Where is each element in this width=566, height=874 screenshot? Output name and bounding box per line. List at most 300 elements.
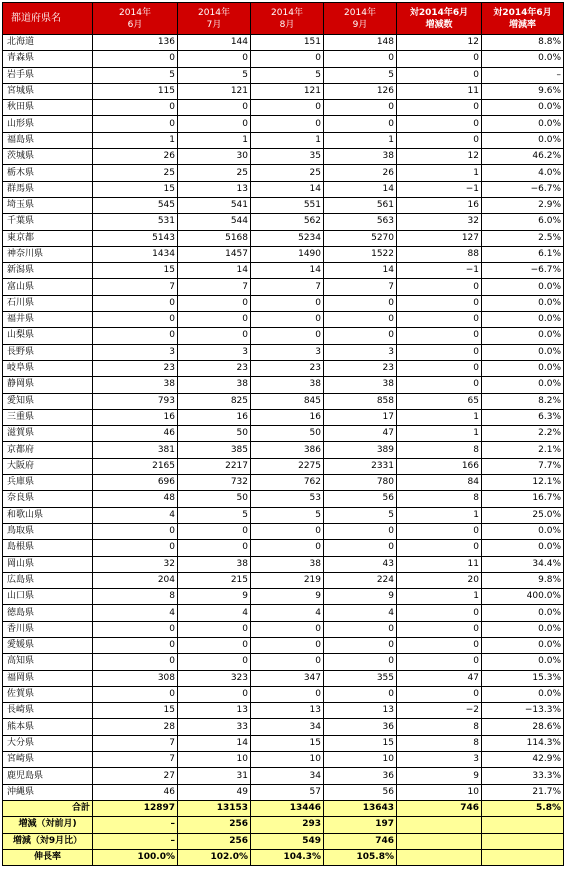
prefecture-name: 島根県: [3, 540, 93, 556]
rate-value: 15.3%: [482, 670, 564, 686]
prefecture-name: 和歌山県: [3, 507, 93, 523]
month-value: 389: [324, 442, 397, 458]
prefecture-name: 奈良県: [3, 491, 93, 507]
month-value: 5168: [178, 230, 251, 246]
month-value: 7: [251, 279, 324, 295]
month-value: 7: [93, 279, 178, 295]
prefecture-name: 大阪府: [3, 458, 93, 474]
diff-value: 10: [397, 784, 482, 800]
month-value: 1434: [93, 246, 178, 262]
header-month-2: [178, 3, 251, 35]
month-value: 2217: [178, 458, 251, 474]
prefecture-name: 徳島県: [3, 605, 93, 621]
month-value: 10: [251, 752, 324, 768]
month-value: 1: [93, 132, 178, 148]
month-value: 4: [251, 605, 324, 621]
month-value: 0: [251, 523, 324, 539]
month-value: 53: [251, 491, 324, 507]
month-value: 0: [251, 540, 324, 556]
diff-value: 12: [397, 35, 482, 51]
table-row: [3, 735, 564, 751]
diff-value: 0: [397, 312, 482, 328]
rate-value: 0.0%: [482, 344, 564, 360]
diff-value: 47: [397, 670, 482, 686]
month-value: 5: [178, 507, 251, 523]
month-value: 16: [178, 409, 251, 425]
month-value: 13: [178, 703, 251, 719]
month-value: 1: [324, 132, 397, 148]
month-value: 224: [324, 572, 397, 588]
month-value: 0: [251, 328, 324, 344]
month-value: 32: [93, 556, 178, 572]
month-value: 4: [93, 605, 178, 621]
month-value: 5: [251, 507, 324, 523]
table-row: [3, 572, 564, 588]
summary-rate: [482, 817, 564, 833]
rate-value: 400.0%: [482, 589, 564, 605]
header-diff: [397, 3, 482, 35]
summary-diff: [397, 817, 482, 833]
month-value: 0: [324, 523, 397, 539]
month-value: 793: [93, 393, 178, 409]
rate-value: 114.3%: [482, 735, 564, 751]
month-value: 15: [93, 263, 178, 279]
rate-value: 0.0%: [482, 100, 564, 116]
prefecture-name: 熊本県: [3, 719, 93, 735]
prefecture-name: 愛知県: [3, 393, 93, 409]
month-value: 43: [324, 556, 397, 572]
prefecture-name: 北海道: [3, 35, 93, 51]
diff-value: 11: [397, 83, 482, 99]
header-year: 2014年: [344, 7, 376, 18]
month-value: 7: [93, 752, 178, 768]
month-value: 151: [251, 35, 324, 51]
summary-label: 合計: [3, 800, 93, 816]
month-value: 0: [324, 328, 397, 344]
month-value: 7: [93, 735, 178, 751]
diff-value: 9: [397, 768, 482, 784]
month-value: 46: [93, 426, 178, 442]
prefecture-name: 山梨県: [3, 328, 93, 344]
month-value: 0: [324, 637, 397, 653]
month-value: 25: [178, 165, 251, 181]
month-value: 126: [324, 83, 397, 99]
month-value: 56: [324, 784, 397, 800]
header-month: 8月: [279, 19, 295, 30]
table-row: [3, 491, 564, 507]
month-value: 14: [178, 263, 251, 279]
month-value: 38: [178, 377, 251, 393]
rate-value: 16.7%: [482, 491, 564, 507]
month-value: 38: [93, 377, 178, 393]
month-value: 4: [93, 507, 178, 523]
month-value: 0: [178, 100, 251, 116]
month-value: 0: [178, 621, 251, 637]
month-value: 36: [324, 719, 397, 735]
month-value: 38: [324, 377, 397, 393]
summary-value: 13643: [324, 800, 397, 816]
month-value: 38: [251, 556, 324, 572]
month-value: 23: [251, 360, 324, 376]
table-row: [3, 116, 564, 132]
rate-value: 0.0%: [482, 132, 564, 148]
rate-value: 0.0%: [482, 686, 564, 702]
prefecture-name: 新潟県: [3, 263, 93, 279]
prefecture-data-table: [2, 2, 564, 866]
diff-value: 1: [397, 426, 482, 442]
month-value: 5: [178, 67, 251, 83]
table-row: [3, 83, 564, 99]
rate-value: 21.7%: [482, 784, 564, 800]
month-value: 14: [251, 263, 324, 279]
month-value: 4: [324, 605, 397, 621]
rate-value: 9.8%: [482, 572, 564, 588]
rate-value: 0.0%: [482, 605, 564, 621]
summary-label: 増減（対9月比）: [3, 833, 93, 849]
header-month-4: [324, 3, 397, 35]
rate-value: 6.0%: [482, 214, 564, 230]
rate-value: 0.0%: [482, 654, 564, 670]
rate-value: −6.7%: [482, 181, 564, 197]
month-value: 13: [324, 703, 397, 719]
month-value: 0: [178, 51, 251, 67]
table-row: [3, 605, 564, 621]
month-value: 5: [324, 507, 397, 523]
prefecture-name: 鳥取県: [3, 523, 93, 539]
summary-value: 746: [324, 833, 397, 849]
month-value: 25: [93, 165, 178, 181]
summary-row: [3, 833, 564, 849]
diff-value: 0: [397, 377, 482, 393]
table-row: [3, 100, 564, 116]
prefecture-name: 長崎県: [3, 703, 93, 719]
month-value: 0: [178, 295, 251, 311]
month-value: 355: [324, 670, 397, 686]
rate-value: 4.0%: [482, 165, 564, 181]
header-month: 7月: [206, 19, 222, 30]
month-value: 0: [93, 523, 178, 539]
summary-value: 549: [251, 833, 324, 849]
diff-value: 0: [397, 328, 482, 344]
prefecture-name: 群馬県: [3, 181, 93, 197]
month-value: 215: [178, 572, 251, 588]
table-row: [3, 295, 564, 311]
rate-value: 7.7%: [482, 458, 564, 474]
month-value: 121: [251, 83, 324, 99]
prefecture-name: 宮城県: [3, 83, 93, 99]
diff-value: 8: [397, 442, 482, 458]
month-value: 0: [93, 621, 178, 637]
month-value: 50: [178, 426, 251, 442]
month-value: 36: [324, 768, 397, 784]
table-row: [3, 719, 564, 735]
month-value: 7: [324, 279, 397, 295]
month-value: 34: [251, 768, 324, 784]
month-value: 0: [178, 637, 251, 653]
summary-diff: [397, 849, 482, 865]
month-value: 3: [324, 344, 397, 360]
diff-value: 0: [397, 686, 482, 702]
month-value: 1490: [251, 246, 324, 262]
diff-value: 3: [397, 752, 482, 768]
prefecture-name: 埼玉県: [3, 197, 93, 213]
month-value: 825: [178, 393, 251, 409]
summary-value: 105.8%: [324, 849, 397, 865]
summary-label: 増減（対前月): [3, 817, 93, 833]
header-month: 6月: [127, 19, 143, 30]
month-value: 0: [324, 295, 397, 311]
diff-value: 0: [397, 654, 482, 670]
rate-value: 6.1%: [482, 246, 564, 262]
diff-value: 88: [397, 246, 482, 262]
month-value: 0: [93, 295, 178, 311]
table-row: [3, 377, 564, 393]
diff-value: 65: [397, 393, 482, 409]
month-value: 545: [93, 197, 178, 213]
month-value: 0: [251, 686, 324, 702]
month-value: 0: [178, 312, 251, 328]
diff-value: 11: [397, 556, 482, 572]
month-value: 531: [93, 214, 178, 230]
rate-value: 8.2%: [482, 393, 564, 409]
month-value: 1457: [178, 246, 251, 262]
month-value: 0: [93, 51, 178, 67]
month-value: 0: [93, 654, 178, 670]
prefecture-name: 長野県: [3, 344, 93, 360]
month-value: 10: [324, 752, 397, 768]
month-value: 4: [178, 605, 251, 621]
rate-value: –: [482, 67, 564, 83]
summary-label: 伸長率: [3, 849, 93, 865]
month-value: 323: [178, 670, 251, 686]
rate-value: 28.6%: [482, 719, 564, 735]
month-value: 0: [324, 621, 397, 637]
rate-value: 2.2%: [482, 426, 564, 442]
month-value: 5: [324, 67, 397, 83]
month-value: 14: [251, 181, 324, 197]
month-value: 13: [251, 703, 324, 719]
prefecture-name: 広島県: [3, 572, 93, 588]
rate-value: 2.5%: [482, 230, 564, 246]
month-value: 858: [324, 393, 397, 409]
table-row: [3, 507, 564, 523]
rate-value: 0.0%: [482, 295, 564, 311]
month-value: 3: [178, 344, 251, 360]
prefecture-name: 岡山県: [3, 556, 93, 572]
month-value: 3: [93, 344, 178, 360]
prefecture-name: 鹿児島県: [3, 768, 93, 784]
summary-row: [3, 800, 564, 816]
table-row: [3, 409, 564, 425]
month-value: 38: [251, 377, 324, 393]
header-rate-line2: 増減率: [508, 19, 536, 30]
header-rate-line1: 対2014年6月: [493, 7, 552, 18]
rate-value: 6.3%: [482, 409, 564, 425]
month-value: 26: [324, 165, 397, 181]
prefecture-name: 愛媛県: [3, 637, 93, 653]
month-value: 0: [93, 100, 178, 116]
diff-value: 0: [397, 116, 482, 132]
month-value: 121: [178, 83, 251, 99]
month-value: 48: [93, 491, 178, 507]
month-value: 10: [178, 752, 251, 768]
rate-value: 0.0%: [482, 377, 564, 393]
table-row: [3, 263, 564, 279]
diff-value: 16: [397, 197, 482, 213]
header-diff-line2: 増減数: [425, 19, 453, 30]
month-value: 57: [251, 784, 324, 800]
month-value: 563: [324, 214, 397, 230]
month-value: 0: [251, 654, 324, 670]
rate-value: 0.0%: [482, 312, 564, 328]
table-row: [3, 197, 564, 213]
diff-value: 0: [397, 637, 482, 653]
table-row: [3, 426, 564, 442]
prefecture-name: 石川県: [3, 295, 93, 311]
diff-value: 12: [397, 149, 482, 165]
prefecture-name: 茨城県: [3, 149, 93, 165]
table-row: [3, 328, 564, 344]
table-row: [3, 67, 564, 83]
month-value: 0: [324, 100, 397, 116]
header-diff-line1: 対2014年6月: [409, 7, 469, 18]
header-month: 9月: [352, 19, 368, 30]
diff-value: −1: [397, 263, 482, 279]
month-value: 780: [324, 475, 397, 491]
month-value: 0: [251, 312, 324, 328]
summary-diff: 746: [397, 800, 482, 816]
prefecture-name: 千葉県: [3, 214, 93, 230]
table-row: [3, 393, 564, 409]
table-row: [3, 686, 564, 702]
month-value: 0: [251, 116, 324, 132]
month-value: 38: [178, 556, 251, 572]
table-row: [3, 458, 564, 474]
month-value: 33: [178, 719, 251, 735]
summary-value: 100.0%: [93, 849, 178, 865]
month-value: 0: [93, 637, 178, 653]
prefecture-name: 岩手県: [3, 67, 93, 83]
diff-value: 8: [397, 719, 482, 735]
table-row: [3, 35, 564, 51]
month-value: 8: [93, 589, 178, 605]
month-value: 386: [251, 442, 324, 458]
month-value: 35: [251, 149, 324, 165]
month-value: 2331: [324, 458, 397, 474]
month-value: 5234: [251, 230, 324, 246]
month-value: 28: [93, 719, 178, 735]
table-row: [3, 214, 564, 230]
prefecture-name: 佐賀県: [3, 686, 93, 702]
summary-rate: [482, 833, 564, 849]
month-value: 30: [178, 149, 251, 165]
table-row: [3, 312, 564, 328]
month-value: 541: [178, 197, 251, 213]
table-row: [3, 230, 564, 246]
month-value: 14: [324, 263, 397, 279]
month-value: 5: [251, 67, 324, 83]
month-value: 0: [251, 295, 324, 311]
prefecture-name: 大分県: [3, 735, 93, 751]
prefecture-name: 沖縄県: [3, 784, 93, 800]
month-value: 23: [93, 360, 178, 376]
header-year: 2014年: [119, 7, 151, 18]
month-value: 0: [324, 312, 397, 328]
table-row: [3, 670, 564, 686]
rate-value: −13.3%: [482, 703, 564, 719]
rate-value: 12.1%: [482, 475, 564, 491]
month-value: 0: [93, 540, 178, 556]
summary-value: 104.3%: [251, 849, 324, 865]
rate-value: 0.0%: [482, 279, 564, 295]
header-rate: [482, 3, 564, 35]
diff-value: 0: [397, 360, 482, 376]
table-body: [3, 35, 564, 866]
month-value: 50: [251, 426, 324, 442]
table-row: [3, 475, 564, 491]
month-value: 0: [93, 312, 178, 328]
summary-value: 256: [178, 833, 251, 849]
month-value: 49: [178, 784, 251, 800]
month-value: 0: [251, 621, 324, 637]
month-value: 46: [93, 784, 178, 800]
prefecture-name: 宮崎県: [3, 752, 93, 768]
month-value: 27: [93, 768, 178, 784]
table-row: [3, 589, 564, 605]
prefecture-name: 福岡県: [3, 670, 93, 686]
rate-value: 9.6%: [482, 83, 564, 99]
month-value: 762: [251, 475, 324, 491]
month-value: 16: [93, 409, 178, 425]
month-value: 5: [93, 67, 178, 83]
month-value: 0: [178, 540, 251, 556]
month-value: 0: [251, 51, 324, 67]
month-value: 1522: [324, 246, 397, 262]
month-value: 0: [324, 540, 397, 556]
month-value: 385: [178, 442, 251, 458]
summary-value: 13153: [178, 800, 251, 816]
month-value: 204: [93, 572, 178, 588]
prefecture-name: 滋賀県: [3, 426, 93, 442]
month-value: 5270: [324, 230, 397, 246]
summary-row: [3, 817, 564, 833]
diff-value: 1: [397, 589, 482, 605]
month-value: 50: [178, 491, 251, 507]
diff-value: 0: [397, 523, 482, 539]
month-value: 845: [251, 393, 324, 409]
rate-value: 2.1%: [482, 442, 564, 458]
diff-value: −1: [397, 181, 482, 197]
diff-value: 1: [397, 165, 482, 181]
prefecture-name: 秋田県: [3, 100, 93, 116]
month-value: 219: [251, 572, 324, 588]
diff-value: 32: [397, 214, 482, 230]
diff-value: 127: [397, 230, 482, 246]
prefecture-name: 山口県: [3, 589, 93, 605]
month-value: 34: [251, 719, 324, 735]
table-row: [3, 703, 564, 719]
month-value: 15: [93, 181, 178, 197]
month-value: 2275: [251, 458, 324, 474]
rate-value: 0.0%: [482, 637, 564, 653]
month-value: 0: [324, 51, 397, 67]
rate-value: 0.0%: [482, 523, 564, 539]
month-value: 148: [324, 35, 397, 51]
month-value: 17: [324, 409, 397, 425]
month-value: 23: [178, 360, 251, 376]
table-row: [3, 654, 564, 670]
rate-value: −6.7%: [482, 263, 564, 279]
